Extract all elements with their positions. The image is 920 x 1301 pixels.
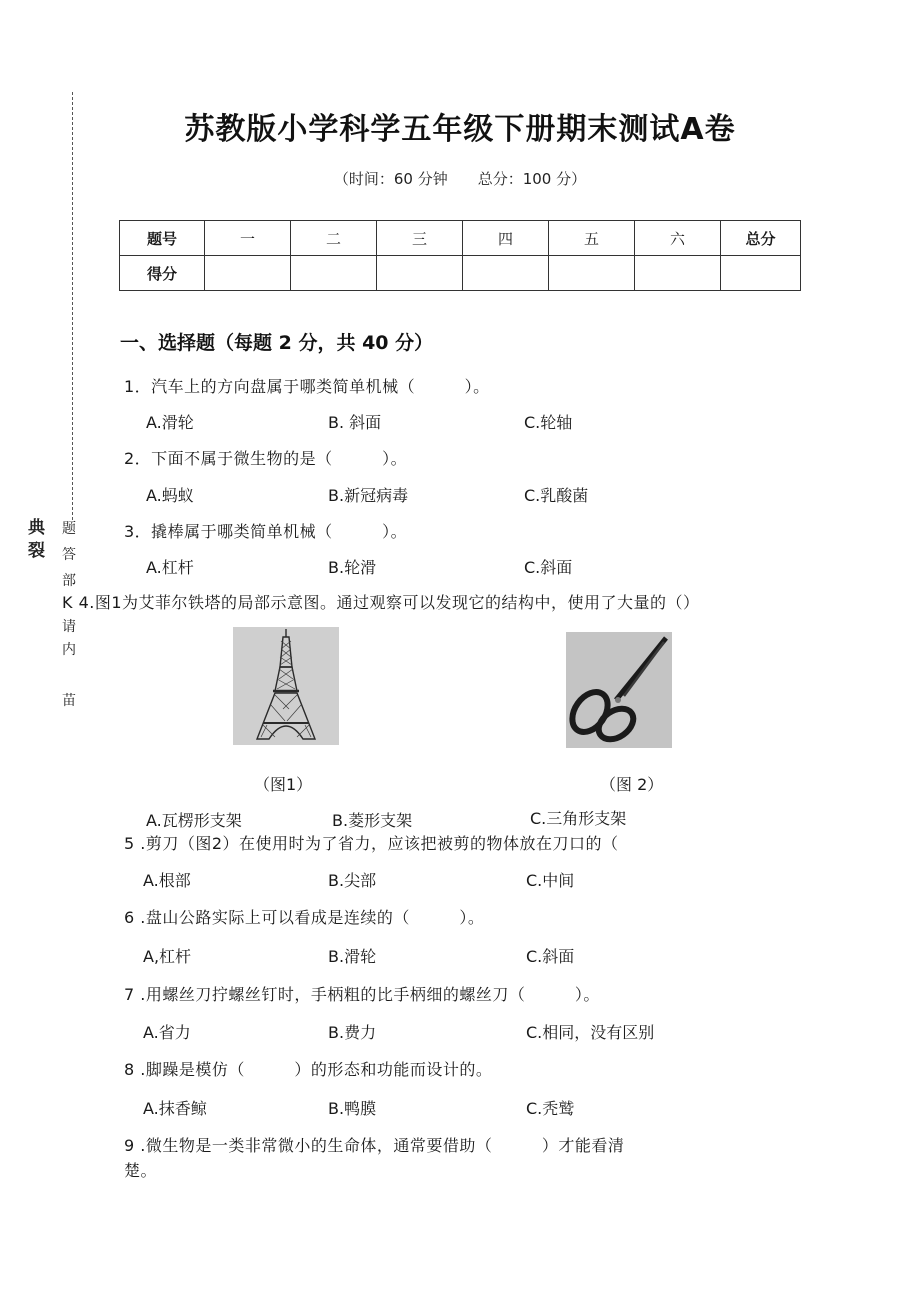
table-row (120, 256, 801, 291)
margin-char: 部 (62, 573, 76, 589)
option-c: C.乳酸菌 (524, 486, 589, 505)
option-a: A.滑轮 (146, 413, 194, 432)
option-b: B.费力 (328, 1023, 377, 1042)
question-5: 5 .剪刀（图2）在使用时为了省力，应该把被剪的物体放在刀口的（ (124, 834, 619, 853)
score-cell[interactable] (377, 256, 463, 291)
option-a: A.省力 (143, 1023, 191, 1042)
margin-char: 典 (28, 518, 45, 538)
question-9: 9 .微生物是一类非常微小的生命体，通常要借助（ ）才能看清 (124, 1136, 625, 1155)
margin-char: 内 (62, 642, 76, 658)
table-header-cell: 题号 (120, 221, 205, 256)
score-cell[interactable] (291, 256, 377, 291)
option-b: B.菱形支架 (332, 811, 413, 830)
option-b: B.轮滑 (328, 558, 377, 577)
score-cell[interactable] (205, 256, 291, 291)
table-header-cell: 一 (205, 221, 291, 256)
question-8: 8 .脚躁是模仿（ ）的形态和功能而设计的。 (124, 1060, 493, 1079)
table-row (120, 221, 801, 256)
option-c: C.斜面 (524, 558, 573, 577)
option-c: C.轮轴 (524, 413, 573, 432)
option-a: A.蚂蚁 (146, 486, 194, 505)
option-a: A.瓦楞形支架 (146, 811, 242, 830)
option-c: C.三角形支架 (530, 809, 627, 828)
margin-char: 苗 (62, 693, 76, 709)
table-header-cell: 三 (377, 221, 463, 256)
option-b: B. 斜面 (328, 413, 382, 432)
score-cell[interactable] (635, 256, 721, 291)
option-b: B.新冠病毒 (328, 486, 409, 505)
binding-line (72, 92, 73, 520)
option-c: C.秃鹫 (526, 1099, 575, 1118)
figure-1-caption: （图1） (254, 775, 313, 794)
margin-char: 请 (62, 619, 76, 635)
option-b: B.滑轮 (328, 947, 377, 966)
option-c: C.相同，没有区别 (526, 1023, 655, 1042)
question-3: 3．撬棒属于哪类简单机械（ ）。 (124, 522, 408, 541)
table-header-cell: 二 (291, 221, 377, 256)
table-header-cell: 四 (463, 221, 549, 256)
table-header-cell: 五 (549, 221, 635, 256)
question-7: 7 .用螺丝刀拧螺丝钉时，手柄粗的比手柄细的螺丝刀（ ）。 (124, 985, 600, 1004)
question-9-continuation: 楚。 (124, 1161, 158, 1180)
margin-char: 题 (62, 521, 76, 537)
score-cell[interactable] (549, 256, 635, 291)
option-c: C.斜面 (526, 947, 575, 966)
figure-2-caption: （图 2） (600, 775, 664, 794)
question-1: 1．汽车上的方向盘属于哪类简单机械（ ）。 (124, 377, 490, 396)
question-6: 6 .盘山公路实际上可以看成是连续的（ ）。 (124, 908, 485, 927)
table-header-cell: 总分 (721, 221, 801, 256)
option-a: A.抹香鲸 (143, 1099, 207, 1118)
score-table (119, 220, 801, 291)
page-title: 苏教版小学科学五年级下册期末测试A卷 (184, 112, 736, 147)
score-cell[interactable] (721, 256, 801, 291)
score-row-label: 得分 (120, 256, 205, 291)
option-a: A,杠杆 (143, 947, 192, 966)
table-header-cell: 六 (635, 221, 721, 256)
question-4: K 4.图1为艾菲尔铁塔的局部示意图。通过观察可以发现它的结构中，使用了大量的（） (62, 593, 700, 612)
scissors-figure (566, 632, 672, 748)
option-a: A.根部 (143, 871, 191, 890)
option-b: B.尖部 (328, 871, 377, 890)
option-a: A.杠杆 (146, 558, 194, 577)
question-2: 2．下面不属于微生物的是（ ）。 (124, 449, 408, 468)
score-cell[interactable] (463, 256, 549, 291)
eiffel-tower-figure (233, 627, 339, 745)
section-heading: 一、选择题（每题 2 分，共 40 分） (120, 332, 434, 354)
exam-info: （时间：60 分钟 总分：100 分） (333, 170, 587, 188)
margin-char: 答 (62, 547, 76, 563)
option-b: B.鸭膜 (328, 1099, 377, 1118)
option-c: C.中间 (526, 871, 575, 890)
margin-char: 裂 (28, 541, 45, 561)
